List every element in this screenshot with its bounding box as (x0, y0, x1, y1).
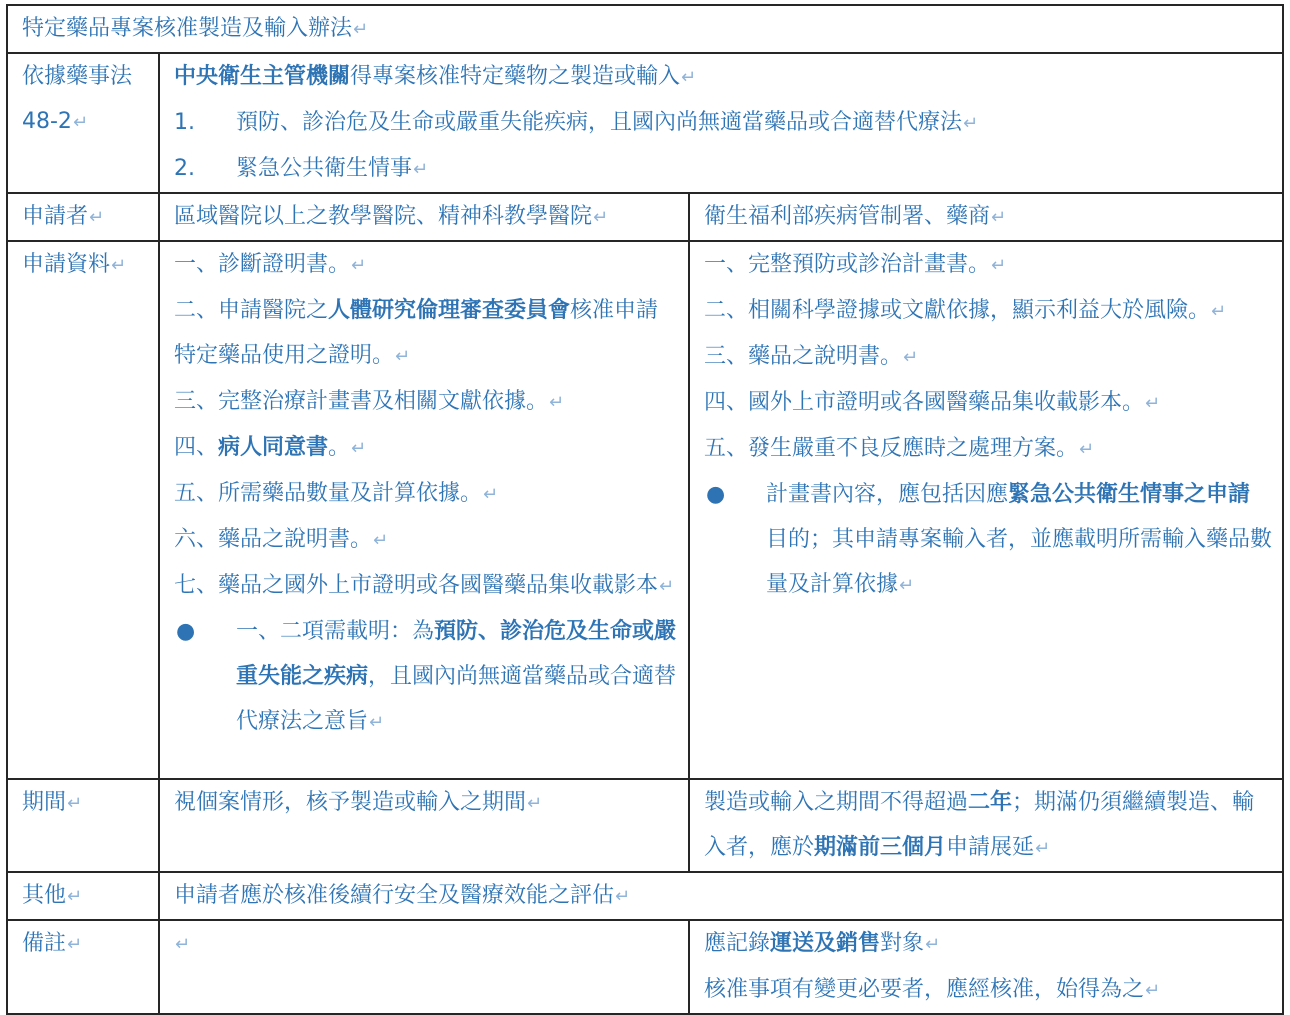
materials-label-cell (7, 241, 159, 779)
return-mark-icon: ↵ (483, 484, 499, 505)
return-mark-icon: ↵ (72, 112, 89, 133)
return-mark-icon: ↵ (991, 207, 1007, 228)
return-mark-icon: ↵ (549, 392, 565, 413)
authority-name: 中央衛生主管機關 (174, 64, 351, 89)
title-row (7, 5, 1283, 53)
remarks-right-line-1: 應記錄運送及銷售對象↵ (704, 931, 941, 956)
legal-basis-row (7, 53, 1283, 193)
bullet-icon: ● (176, 619, 196, 644)
document-title: 特定藥品專案核准製造及輸入辦法 (22, 16, 353, 41)
materials-right-item-4: 四、國外上市證明或各國醫藥品集收載影本。↵ (704, 390, 1161, 415)
ethics-committee: 人體研究倫理審查委員會 (328, 298, 571, 323)
return-mark-icon: ↵ (351, 255, 367, 276)
return-mark-icon: ↵ (67, 793, 83, 814)
return-mark-icon: ↵ (1211, 301, 1227, 322)
materials-label: 申請資料 (22, 252, 111, 277)
return-mark-icon: ↵ (1035, 838, 1051, 859)
applicant-row (7, 193, 1283, 241)
applicant-hospitals: 區域醫院以上之教學醫院、精神科教學醫院 (174, 204, 593, 229)
return-mark-icon: ↵ (681, 67, 697, 88)
return-mark-icon: ↵ (351, 438, 367, 459)
legal-basis-content-cell (159, 53, 1283, 193)
other-row (7, 872, 1283, 920)
materials-left-item-2: 二、申請醫院之人體研究倫理審查委員會核准申請特定藥品使用之證明。↵ (174, 298, 659, 368)
title-cell (7, 5, 1283, 53)
period-label: 期間 (22, 790, 67, 815)
return-mark-icon: ↵ (111, 255, 127, 276)
materials-left-cell (159, 241, 689, 779)
materials-left-item-1: 一、診斷證明書。↵ (174, 252, 367, 277)
period-left-cell: 視個案情形，核予製造或輸入之期間↵ (159, 779, 689, 872)
materials-left-item-7: 七、藥品之國外上市證明或各國醫藥品集收載影本↵ (174, 573, 675, 598)
return-mark-icon: ↵ (1145, 393, 1161, 414)
materials-left-item-4: 四、病人同意書。↵ (174, 435, 367, 460)
materials-right-note: ● 計畫書內容，應包括因應緊急公共衛生情事之申請目的；其申請專案輸入者，並應載明所需輸入藥品數量及計算依據↵ (704, 472, 1272, 608)
applicant-agencies: 衛生福利部疾病管制署、藥商 (704, 204, 991, 229)
remarks-row (7, 920, 1283, 1014)
materials-right-item-1: 一、完整預防或診治計畫書。↵ (704, 252, 1007, 277)
remarks-label: 備註 (22, 931, 67, 956)
applicant-left-cell (159, 193, 689, 241)
return-mark-icon: ↵ (67, 934, 83, 955)
return-mark-icon: ↵ (369, 712, 385, 733)
materials-right-item-2: 二、相關科學證據或文獻依據，顯示利益大於風險。↵ (704, 298, 1227, 323)
item-text: 緊急公共衛生情事 (236, 156, 413, 181)
return-mark-icon: ↵ (1079, 439, 1095, 460)
other-label: 其他 (22, 883, 67, 908)
return-mark-icon: ↵ (899, 575, 915, 596)
three-months-before: 期滿前三個月 (814, 835, 947, 860)
return-mark-icon: ↵ (1145, 980, 1161, 1001)
materials-left-note: ● 一、二項需載明：為預防、診治危及生命或嚴重失能之疾病，且國內尚無適當藥品或合適替代療法之意旨↵ (174, 609, 678, 745)
legal-basis-item-1 (174, 100, 1272, 146)
applicant-label-cell (7, 193, 159, 241)
return-mark-icon: ↵ (659, 576, 675, 597)
period-row (7, 779, 1283, 872)
materials-left-item-6: 六、藥品之說明書。↵ (174, 527, 389, 552)
bullet-icon: ● (706, 482, 726, 507)
legal-basis-item-2 (174, 146, 1272, 192)
transport-and-sales: 運送及銷售 (770, 931, 881, 956)
return-mark-icon: ↵ (527, 793, 543, 814)
legal-basis-label-cell (7, 53, 159, 193)
other-content-cell: 申請者應於核准後續行安全及醫療效能之評估↵ (159, 872, 1283, 920)
return-mark-icon: ↵ (963, 113, 979, 134)
other-label-cell (7, 872, 159, 920)
return-mark-icon: ↵ (373, 530, 389, 551)
applicant-right-cell (689, 193, 1283, 241)
legal-basis-intro-text: 得專案核准特定藥物之製造或輸入 (350, 64, 681, 89)
return-mark-icon: ↵ (353, 19, 369, 40)
legal-basis-label: 依據藥事法 48-2 (22, 64, 133, 134)
materials-row (7, 241, 1283, 779)
return-mark-icon: ↵ (925, 934, 941, 955)
period-label-cell (7, 779, 159, 872)
item-number: 1. (174, 110, 195, 135)
return-mark-icon: ↵ (593, 207, 609, 228)
return-mark-icon: ↵ (395, 346, 411, 367)
materials-right-cell (689, 241, 1283, 779)
legal-basis-intro (174, 54, 1272, 100)
regulation-table (6, 4, 1284, 1015)
remarks-left-cell (159, 920, 689, 1014)
return-mark-icon: ↵ (67, 886, 83, 907)
applicant-label: 申請者 (22, 204, 89, 229)
item-text: 預防、診治危及生命或嚴重失能疾病，且國內尚無適當藥品或合適替代療法 (236, 110, 963, 135)
return-mark-icon: ↵ (903, 347, 919, 368)
return-mark-icon: ↵ (175, 934, 191, 955)
return-mark-icon: ↵ (615, 886, 631, 907)
return-mark-icon: ↵ (413, 159, 429, 180)
period-right-cell: 製造或輸入之期間不得超過二年；期滿仍須繼續製造、輸入者，應於期滿前三個月申請展延↵ (689, 779, 1283, 872)
return-mark-icon: ↵ (89, 207, 105, 228)
remarks-right-cell (689, 920, 1283, 1014)
remarks-right-line-2: 核准事項有變更必要者，應經核准，始得為之↵ (704, 977, 1161, 1002)
materials-right-item-3: 三、藥品之說明書。↵ (704, 344, 919, 369)
materials-left-item-3: 三、完整治療計畫書及相關文獻依據。↵ (174, 389, 565, 414)
return-mark-icon: ↵ (991, 255, 1007, 276)
remarks-label-cell (7, 920, 159, 1014)
document-page (6, 4, 1282, 1015)
item-number: 2. (174, 156, 195, 181)
materials-right-item-5: 五、發生嚴重不良反應時之處理方案。↵ (704, 436, 1095, 461)
materials-left-item-5: 五、所需藥品數量及計算依據。↵ (174, 481, 499, 506)
two-years: 二年 (968, 790, 1013, 815)
patient-consent: 病人同意書 (218, 435, 329, 460)
